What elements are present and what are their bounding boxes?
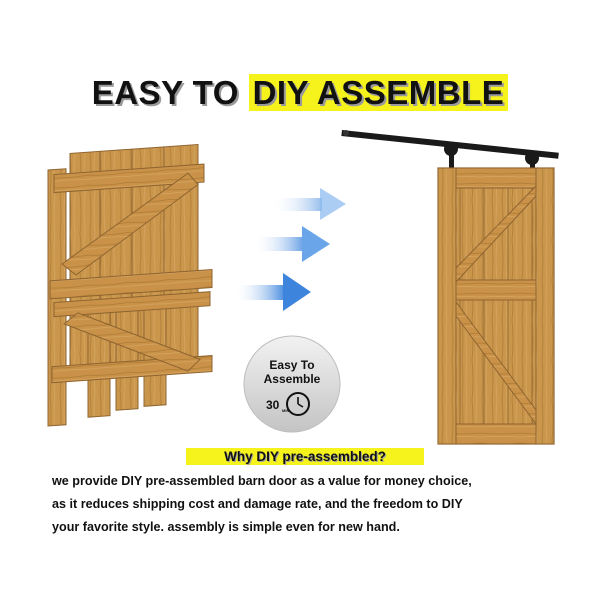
headline-highlight: DIY ASSEMBLE (249, 74, 509, 111)
arrow-icon (254, 226, 330, 262)
badge-line1: Easy To (269, 358, 315, 372)
badge-label (257, 358, 327, 386)
arrows (234, 188, 346, 311)
description-line: as it reduces shipping cost and damage rate, and the freedom to DIY (52, 497, 463, 511)
arrow-icon (272, 188, 346, 220)
description-line: your favorite style. assembly is simple even for new hand. (52, 520, 400, 534)
subhead: Why DIY pre-assembled? (186, 448, 424, 465)
arrow-icon (234, 273, 311, 311)
disassembled-door (48, 144, 212, 426)
description-line: we provide DIY pre-assembled barn door as a value for money choice, (52, 474, 472, 488)
badge-minutes: 30 (266, 398, 280, 412)
description (52, 470, 572, 539)
badge-line2: Assemble (263, 372, 321, 386)
door-parts (48, 144, 212, 426)
assembled-door (438, 168, 554, 444)
headline-part1: EASY TO (91, 74, 249, 111)
badge-minutes-unit: MIN (282, 408, 290, 413)
